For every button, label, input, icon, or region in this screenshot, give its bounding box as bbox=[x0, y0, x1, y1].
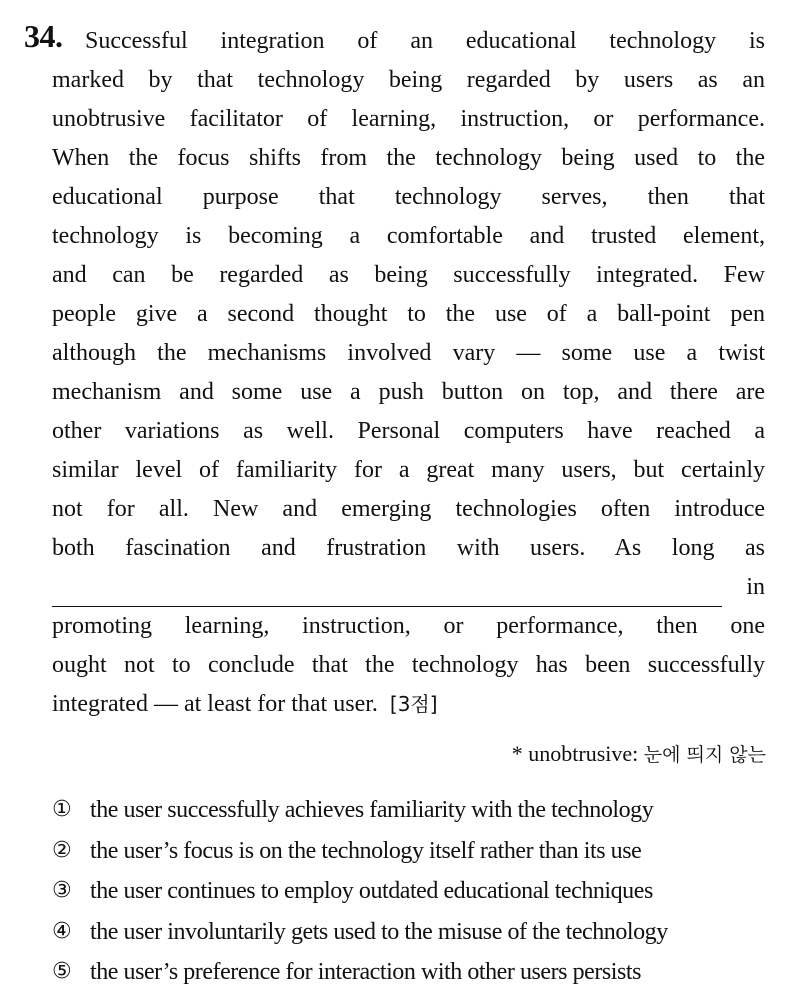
passage-line: mechanism and some use a push button on top, and there are bbox=[52, 379, 765, 405]
option-marker: ③ bbox=[52, 878, 72, 903]
passage-line: similar level of familiarity for a great many users, but certainly bbox=[52, 457, 765, 483]
passage-line: unobtrusive facilitator of learning, instruction, or performance. bbox=[52, 106, 765, 132]
option-marker: ④ bbox=[52, 918, 72, 944]
option-marker: ⑤ bbox=[52, 959, 72, 984]
answer-option-4[interactable] bbox=[52, 912, 768, 953]
passage-line: When the focus shifts from the technology being used to the bbox=[52, 145, 765, 171]
blank-trailing-word: in bbox=[746, 574, 765, 600]
passage-line: educational purpose that technology serves, then that bbox=[52, 184, 765, 210]
option-marker: ② bbox=[52, 837, 72, 863]
passage-last-line bbox=[52, 685, 765, 724]
option-text: the user’s focus is on the technology itself rather than its use bbox=[90, 837, 642, 864]
question-number: 34. bbox=[24, 18, 63, 54]
passage-line: ought not to conclude that the technology has been successfully bbox=[52, 652, 765, 678]
option-marker: ① bbox=[52, 797, 72, 822]
option-text: the user continues to employ outdated educational techniques bbox=[90, 878, 653, 904]
option-text: the user involuntarily gets used to the misuse of the technology bbox=[90, 918, 668, 945]
passage-line: people give a second thought to the use of a ball-point pen bbox=[52, 301, 765, 327]
passage-line: promoting learning, instruction, or performance, then one bbox=[52, 613, 765, 639]
passage-line: Successful integration of an educational technology is bbox=[85, 28, 765, 54]
passage-line: both fascination and frustration with users. As long as bbox=[52, 535, 765, 561]
points-badge: [3점] bbox=[389, 692, 438, 716]
answer-blank-line bbox=[52, 568, 765, 607]
passage-line: marked by that technology being regarded by users as an bbox=[52, 67, 765, 93]
answer-option-3[interactable] bbox=[52, 871, 768, 912]
passage-line: technology is becoming a comfortable and trusted element, bbox=[52, 223, 765, 249]
footnote bbox=[450, 738, 766, 771]
answer-option-1[interactable] bbox=[52, 790, 768, 831]
answer-options bbox=[52, 790, 768, 993]
answer-option-5[interactable] bbox=[52, 952, 768, 993]
footnote-term: * unobtrusive: bbox=[511, 741, 644, 766]
passage-line: other variations as well. Personal computers have reached a bbox=[52, 418, 765, 444]
passage-line: not for all. New and emerging technologies often introduce bbox=[52, 496, 765, 522]
footnote-definition: 눈에 띄지 않는 bbox=[643, 744, 766, 766]
answer-option-2[interactable] bbox=[52, 831, 768, 872]
passage-line: and can be regarded as being successfully integrated. Few bbox=[52, 262, 765, 288]
answer-blank bbox=[52, 578, 722, 607]
passage-last-text: integrated — at least for that user. bbox=[52, 691, 378, 717]
option-text: the user’s preference for interaction with other users persists bbox=[90, 959, 642, 985]
passage-line: although the mechanisms involved vary — some use a twist bbox=[52, 340, 765, 366]
question-passage bbox=[52, 22, 765, 724]
option-text: the user successfully achieves familiarity with the technology bbox=[90, 797, 654, 823]
